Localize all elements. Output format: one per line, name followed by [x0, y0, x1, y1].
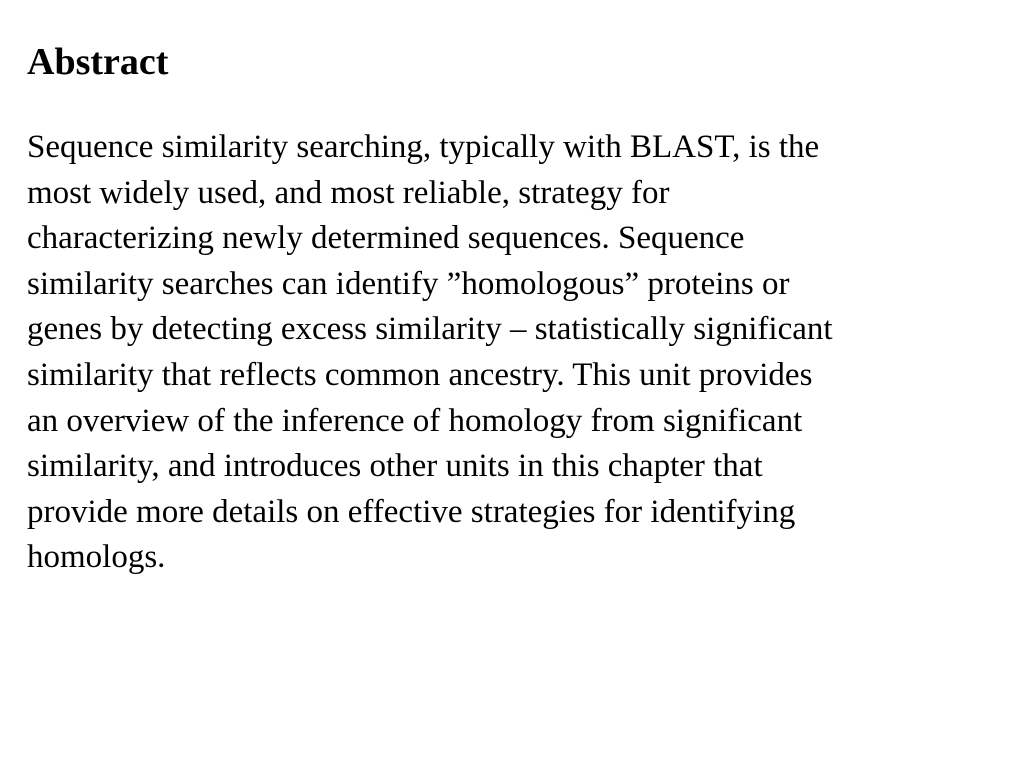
abstract-paragraph [27, 125, 1012, 581]
abstract-line: genes by detecting excess similarity – statistically significant [27, 311, 833, 348]
abstract-line: an overview of the inference of homology from significant [27, 402, 803, 439]
abstract-line: homologs. [27, 539, 166, 576]
abstract-line: similarity that reflects common ancestry. This unit provides [27, 356, 813, 393]
abstract-line: similarity searches can identify ”homologous” proteins or [27, 265, 790, 302]
abstract-line: provide more details on effective strategies for identifying [27, 493, 796, 530]
abstract-heading: Abstract [27, 41, 169, 83]
abstract-line: characterizing newly determined sequences. Sequence [27, 220, 745, 257]
abstract-line: similarity, and introduces other units in this chapter that [27, 448, 763, 485]
abstract-line: Sequence similarity searching, typically with BLAST, is the [27, 129, 820, 165]
abstract-line: most widely used, and most reliable, strategy for [27, 174, 670, 211]
